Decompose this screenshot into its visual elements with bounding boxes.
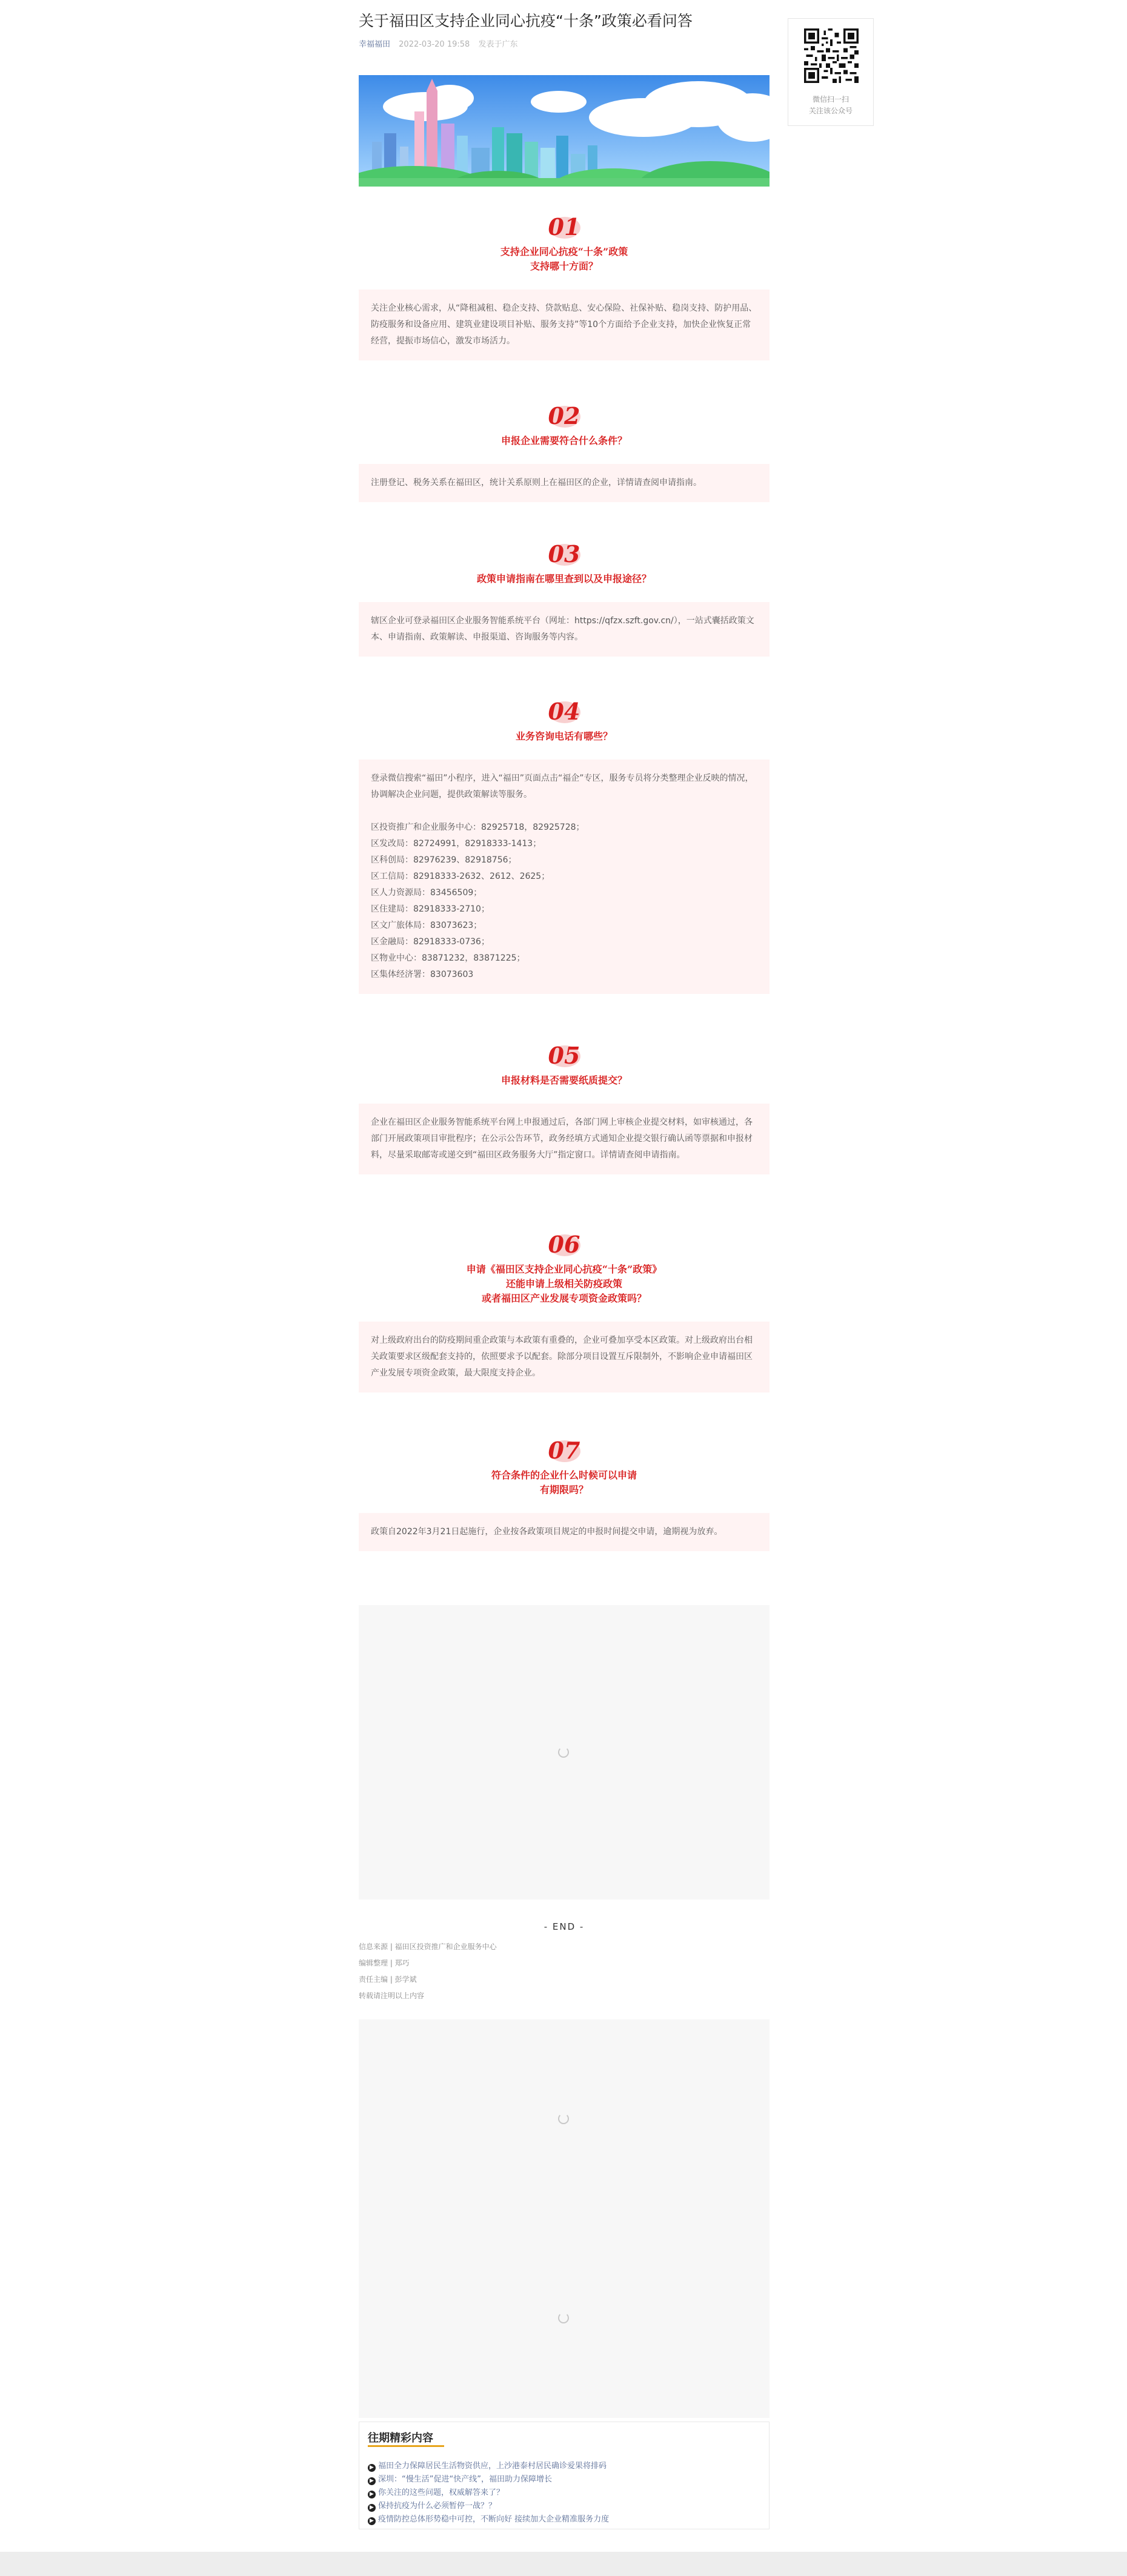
article-credits — [359, 1939, 497, 2004]
answer-box: 关注企业核心需求，从“降租减租、稳企支持、贷款贴息、安心保险、社保补贴、稳岗支持、防护用品、防疫服务和设备应用、建筑业建设项目补贴、服务支持”等10个方面给予企业支持，加快企业恢复正常经营，提振市场信心，激发市场活力。 — [359, 290, 770, 360]
question-text: 业务咨询电话有哪些？ — [515, 730, 613, 742]
qr-code-icon[interactable] — [804, 28, 859, 83]
section-number: 04 — [548, 698, 580, 725]
banner-image — [359, 75, 770, 187]
media-placeholder — [359, 2019, 770, 2218]
recommended-link[interactable]: ▶ 你关注的这些问题，权威解答来了？ — [368, 2486, 756, 2500]
qa-section-01 — [359, 208, 770, 360]
qr-caption-line1: 微信扫一扫 — [812, 95, 849, 104]
recommended-list — [368, 2460, 756, 2526]
account-name-link[interactable]: 幸福福田 — [359, 40, 391, 49]
recommended-link[interactable]: ▶ 疫情防控总体形势稳中可控，不断向好 接续加大企业精准服务力度 — [368, 2513, 756, 2526]
qa-section-02 — [359, 397, 770, 502]
media-placeholder — [359, 1605, 770, 1899]
answer-box: 政策自2022年3月21日起施行，企业按各政策项目规定的申报时间提交申请，逾期视为放弃。 — [359, 1513, 770, 1551]
question-text: 申报材料是否需要纸质提交？ — [500, 1074, 627, 1086]
qa-section-04 — [359, 693, 770, 994]
section-number: 03 — [548, 540, 580, 568]
question-text: 符合条件的企业什么时候可以申请 有期限吗？ — [491, 1469, 637, 1495]
article-title: 关于福田区支持企业同心抗疫“十条”政策必看问答 — [359, 12, 693, 30]
loading-spinner-icon — [558, 2113, 569, 2124]
qr-code-panel — [788, 18, 874, 126]
qa-section-06 — [359, 1226, 770, 1392]
recommended-underline — [368, 2445, 444, 2447]
question-text: 支持企业同心抗疫“十条”政策 支持哪十方面？ — [500, 246, 628, 272]
section-number: 02 — [548, 402, 580, 429]
footer-band — [0, 2552, 1127, 2576]
article-meta — [359, 38, 517, 49]
answer-box: 对上级政府出台的防疫期间重企政策与本政策有重叠的，企业可叠加享受本区政策。对上级政府出台相关政策要求区级配套支持的，依照要求予以配套。除部分项目设置互斥限制外，不影响企业申请福田区产业发展专项资金政策，最大限度支持企业。 — [359, 1322, 770, 1392]
publish-date: 2022-03-20 19:58 — [399, 40, 470, 49]
section-number: 07 — [548, 1437, 580, 1464]
recommended-title: 往期精彩内容 — [368, 2432, 433, 2445]
bullet-icon: ▶ — [368, 2477, 376, 2485]
qa-section-07 — [359, 1432, 770, 1551]
end-marker: - END - — [544, 1921, 585, 1932]
answer-box: 辖区企业可登录福田区企业服务智能系统平台（网址：https://qfzx.szft.gov.cn/），一站式囊括政策文本、申请指南、政策解读、申报渠道、咨询服务等内容。 — [359, 602, 770, 657]
publish-location: 发表于广东 — [478, 40, 518, 49]
bullet-icon: ▶ — [368, 2464, 376, 2472]
bullet-icon: ▶ — [368, 2504, 376, 2512]
bullet-icon: ▶ — [368, 2491, 376, 2498]
section-number: 06 — [548, 1231, 580, 1258]
question-text: 申报企业需要符合什么条件？ — [500, 435, 627, 446]
credit-line: 信息来源 | 福田区投资推广和企业服务中心 — [359, 1942, 497, 1951]
recommended-link[interactable]: ▶ 深圳：“慢生活”促进“快产线”，福田助力保障增长 — [368, 2473, 756, 2486]
loading-spinner-icon — [558, 1747, 569, 1758]
answer-box: 企业在福田区企业服务智能系统平台网上申报通过后，各部门网上审核企业提交材料，如审核通过，各部门开展政策项目审批程序；在公示公告环节，政务经填方式通知企业提交银行确认函等票据和申报材料，尽量采取邮寄或递交到“福田区政务服务大厅”指定窗口。详情请查阅申请指南。 — [359, 1104, 770, 1174]
qa-section-03 — [359, 535, 770, 657]
qr-caption-line2: 关注该公众号 — [808, 107, 853, 115]
credit-line: 转载请注明以上内容 — [359, 1992, 425, 2000]
section-number: 05 — [548, 1042, 580, 1069]
qa-section-05 — [359, 1037, 770, 1174]
answer-box: 登录微信搜索“福田”小程序，进入“福田”页面点击“福企”专区，服务专员将分类整理企业反映的情况，协调解决企业问题，提供政策解读等服务。 区投资推广和企业服务中心：82925718，82925728； 区发改局：82724991，82918333-1413； 区科创局：82976239、82918756； 区工信局：82918333-2632、2612、2625； 区人力资源局：83456509； 区住建局：82918333-2710； 区文广旅体局：83073623； 区金融局：82918333-0736； 区物业中心：83871232，83871225； 区集体经济署：83073603 — [359, 760, 770, 994]
credit-line: 责任主编 | 彭学斌 — [359, 1975, 417, 1984]
recommended-link[interactable]: ▶ 保持抗疫为什么必须暂停一战？？ — [368, 2500, 756, 2513]
bullet-icon: ▶ — [368, 2517, 376, 2525]
credit-line: 编辑整理 | 郑巧 — [359, 1959, 410, 1967]
answer-box: 注册登记、税务关系在福田区，统计关系原则上在福田区的企业，详情请查阅申请指南。 — [359, 464, 770, 502]
recommended-link[interactable]: ▶ 福田全力保障居民生活物资供应，上沙港泰村居民确诊爱果将排码 — [368, 2460, 756, 2473]
question-text: 政策申请指南在哪里查到以及申报途径？ — [476, 573, 651, 584]
recommended-box — [359, 2422, 770, 2529]
media-placeholder — [359, 2218, 770, 2418]
question-text: 申请《福田区支持企业同心抗疫“十条”政策》 还能申请上级相关防疫政策 或者福田区产业发展专项资金政策吗？ — [466, 1263, 662, 1304]
loading-spinner-icon — [558, 2313, 569, 2323]
section-number: 01 — [548, 213, 580, 240]
